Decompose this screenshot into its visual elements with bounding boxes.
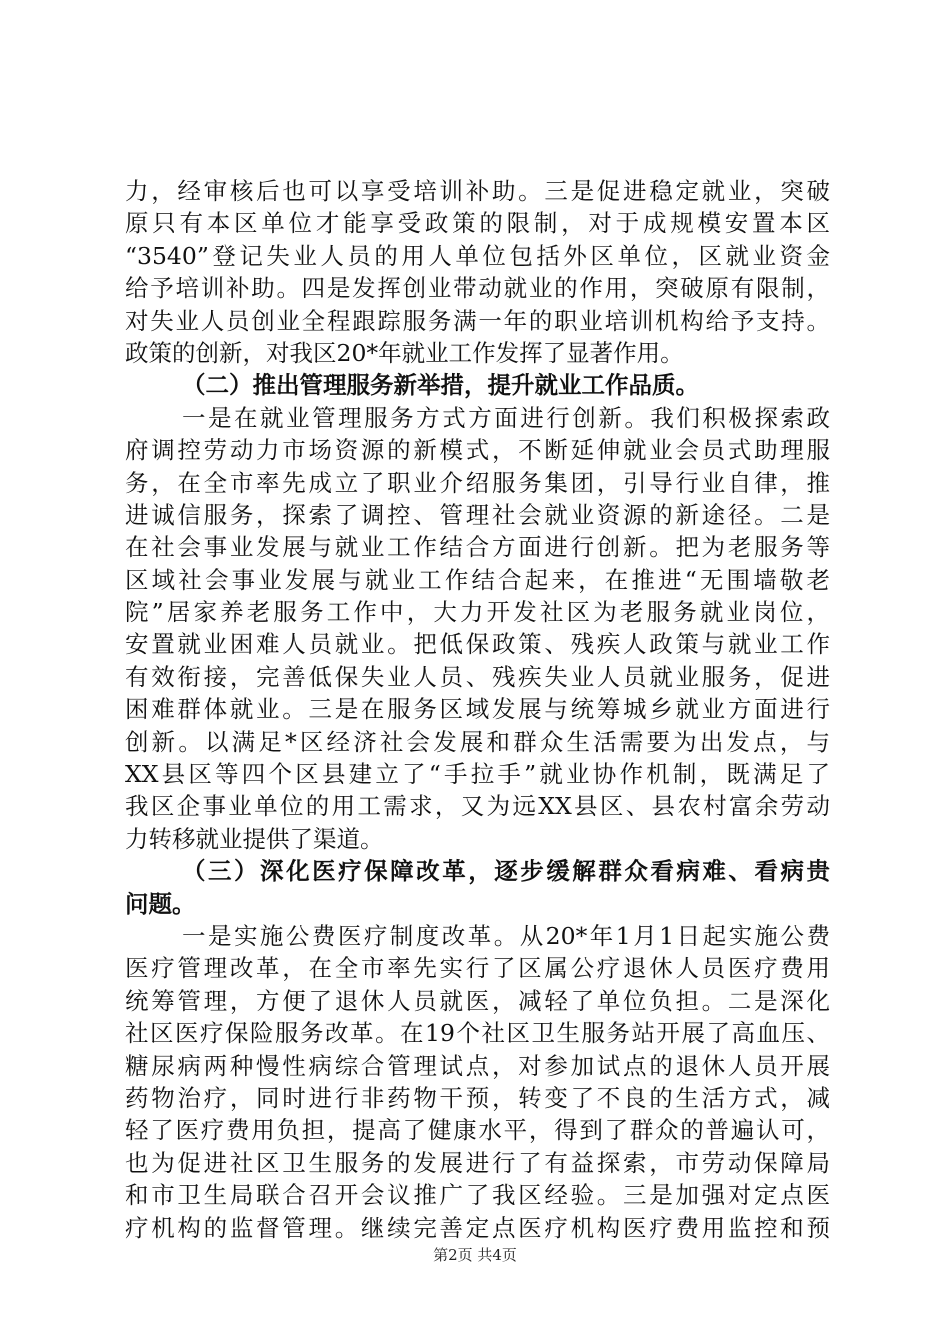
- body-line: 也为促进社区卫生服务的发展进行了有益探索，市劳动保障局: [125, 1148, 830, 1177]
- body-line: 政策的创新，对我区20*年就业工作发挥了显著作用。: [125, 338, 684, 367]
- body-line: 务，在全市率先成立了职业介绍服务集团，引导行业自律，推: [125, 468, 830, 497]
- body-line: 疗机构的监督管理。继续完善定点医疗机构医疗费用监控和预: [125, 1213, 830, 1242]
- body-line: 创新。以满足*区经济社会发展和群众生活需要为出发点，与: [125, 727, 830, 756]
- body-line: 统筹管理，方便了退休人员就医，减轻了单位负担。二是深化: [125, 986, 830, 1015]
- body-line: 力，经审核后也可以享受培训补助。三是促进稳定就业，突破: [125, 177, 830, 205]
- body-line: 医疗管理改革，在全市率先实行了区属公疗退休人员医疗费用: [125, 954, 830, 983]
- body-line: 安置就业困难人员就业。把低保政策、残疾人政策与就业工作: [125, 630, 830, 659]
- paragraph-first-line: 一是实施公费医疗制度改革。从20*年1月1日起实施公费: [182, 921, 830, 950]
- body-line: 力转移就业提供了渠道。: [125, 824, 384, 853]
- section-heading-3-continued: 问题。: [125, 889, 196, 918]
- body-line: 药物治疗，同时进行非药物干预，转变了不良的生活方式，减: [125, 1083, 830, 1112]
- body-line: 原只有本区单位才能享受政策的限制，对于成规模安置本区: [125, 209, 830, 238]
- paragraph-first-line: 一是在就业管理服务方式方面进行创新。我们积极探索政: [182, 403, 830, 432]
- body-line: 区域社会事业发展与就业工作结合起来，在推进“无围墙敬老: [125, 565, 830, 594]
- body-line: 我区企事业单位的用工需求，又为远XX县区、县农村富余劳动: [125, 792, 830, 821]
- body-line: 府调控劳动力市场资源的新模式，不断延伸就业会员式助理服: [125, 436, 830, 465]
- body-line: 给予培训补助。四是发挥创业带动就业的作用，突破原有限制，: [125, 274, 830, 303]
- section-heading-2: （二）推出管理服务新举措，提升就业工作品质。: [182, 371, 699, 400]
- document-body: [125, 175, 830, 1244]
- section-heading-3: （三）深化医疗保障改革，逐步缓解群众看病难、看病贵: [182, 857, 830, 886]
- body-line: 对失业人员创业全程跟踪服务满一年的职业培训机构给予支持。: [125, 306, 830, 335]
- body-line: 轻了医疗费用负担，提高了健康水平，得到了群众的普遍认可，: [125, 1116, 830, 1145]
- body-line: 有效衔接，完善低保失业人员、残疾失业人员就业服务，促进: [125, 662, 830, 691]
- body-line: 社区医疗保险服务改革。在19个社区卫生服务站开展了高血压、: [125, 1019, 830, 1048]
- body-line: 院”居家养老服务工作中，大力开发社区为老服务就业岗位，: [125, 598, 830, 627]
- body-line: 糖尿病两种慢性病综合管理试点，对参加试点的退休人员开展: [125, 1051, 830, 1080]
- body-line: 困难群体就业。三是在服务区域发展与统筹城乡就业方面进行: [125, 695, 830, 724]
- body-line: “3540”登记失业人员的用人单位包括外区单位，区就业资金: [125, 241, 830, 270]
- page-number-footer: 第2页 共4页: [433, 1246, 517, 1264]
- body-line: XX县区等四个区县建立了“手拉手”就业协作机制，既满足了: [125, 760, 830, 789]
- body-line: 进诚信服务，探索了调控、管理社会就业资源的新途径。二是: [125, 500, 830, 529]
- body-line: 在社会事业发展与就业工作结合方面进行创新。把为老服务等: [125, 533, 830, 562]
- body-line: 和市卫生局联合召开会议推广了我区经验。三是加强对定点医: [125, 1181, 830, 1210]
